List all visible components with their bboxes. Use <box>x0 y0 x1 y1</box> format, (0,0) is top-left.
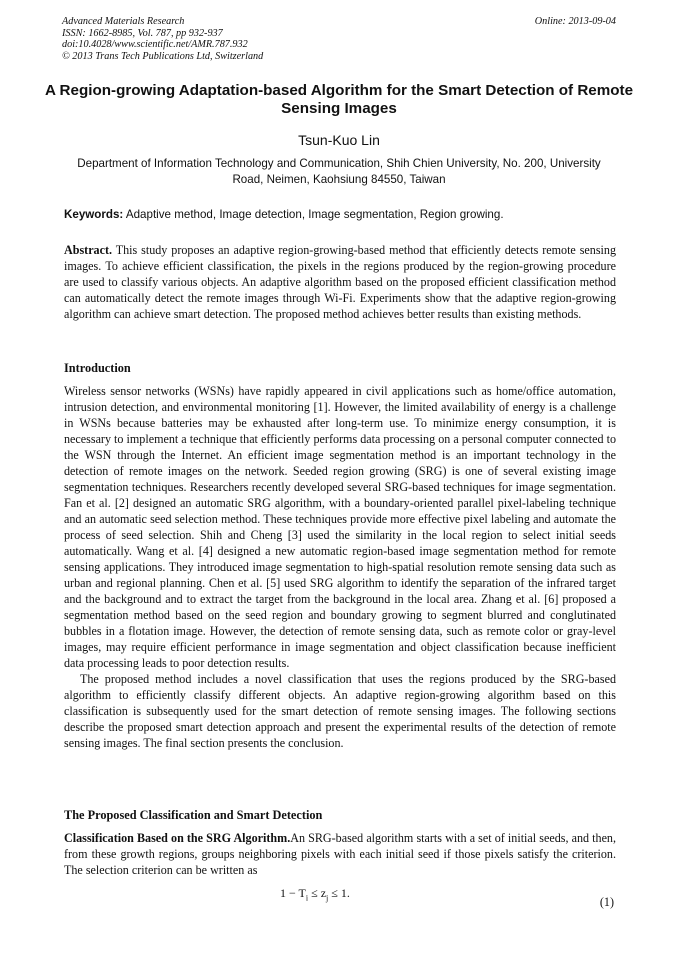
author-name: Tsun-Kuo Lin <box>298 132 380 148</box>
keywords-text: Adaptive method, Image detection, Image segmentation, Region growing. <box>125 208 504 221</box>
abstract-text: This study proposes an adaptive region-growing-based method that efficiently detects remote sensing images. To achieve efficient classification, the pixels in the regions produced by the region-growing procedure are used to classify various objects. An adaptive algorithm based on the proposed efficient classification method can automatically detect the remote images through Wi-Fi. Experiments show that the adaptive region-growing algorithm can achieve smart detection. The proposed method achieves better results than existing methods. <box>64 243 616 321</box>
introduction-heading: Introduction <box>64 361 131 375</box>
classification-paragraph <box>64 830 616 878</box>
paper-title: A Region-growing Adaptation-based Algorithm for the Smart Detection of Remote Sensing Images <box>44 82 634 117</box>
journal-name: Advanced Materials Research <box>62 16 185 27</box>
equation-rhs: ≤ 1 <box>328 886 347 900</box>
equation-number: (1) <box>599 895 614 909</box>
equation-sub-i: i <box>305 893 309 903</box>
equation-1 <box>280 886 350 902</box>
equation-dot: . <box>346 886 350 900</box>
equation-mid: ≤ z <box>308 886 327 900</box>
doi-line[interactable]: doi:10.4028/www.scientific.net/AMR.787.932 <box>62 39 248 51</box>
abstract-label: Abstract. <box>64 243 113 257</box>
classification-text: An SRG-based algorithm starts with a set of initial seeds, and then, from these growth regions, groups neighboring pixels with each initial seed if those pixels satisfy the criterion. The selection criterion can be written as <box>64 831 617 877</box>
introduction-paragraph-1: Wireless sensor networks (WSNs) have rapidly appeared in civil applications such as home/office automation, intrusion detection, and environmental monitoring [1]. However, the limited availability of energy is a challenge in WSNs because batteries may be exhausted after long-term use. To minimize energy consumption, it is necessary to implement a technique that efficiently performs data processing on a personal computer connected to the WSN through the Internet. An efficient image segmentation method is an important technology in the detection of remote images on the network. Seeded region growing (SRG) is one of several existing image segmentation techniques. Researchers recently developed several SRG-based techniques for image segmentation. Fan et al. [2] designed an automatic SRG algorithm, with a boundary-oriented parallel pixel-labeling technique and an automatic seed selection method. These techniques provide more effective pixel labeling and automate the process of seed selection. Shih and Cheng [3] used the similarity in the local region to select initial seeds automatically. Wang et al. [4] designed a new automatic region-based image segmentation method for remote sensing applications. They introduced image segmentation to high-spatial resolution remote sensing data such as urban and regional planning. Chen et al. [5] used SRG algorithm to identify the separation of the infrared target and the background and to extract the target from the background in the local area. Zhang et al. [6] proposed a segmentation method based on the seed region and boundary growing to segment blurred and conglutinated bubbles in a flotation image. However, the detection of remote sensing data, such as remote color or gray-level images, may require efficient performance in image segmentation and object classification because inefficient data processing leads to poor detection results. <box>64 384 616 670</box>
online-date: Online: 2013-09-04 <box>534 16 616 27</box>
journal-header <box>62 16 616 62</box>
subsection-label: Classification Based on the SRG Algorithm. <box>64 831 291 845</box>
issn-line: ISSN: 1662-8985, Vol. 787, pp 932-937 <box>62 27 223 39</box>
copyright-line: © 2013 Trans Tech Publications Ltd, Switzerland <box>62 50 264 62</box>
equation-lhs: 1 − T <box>280 886 306 900</box>
introduction-paragraph-2: The proposed method includes a novel classification that uses the regions produced by the SRG-based algorithm to efficiently classify different objects. An adaptive region-growing algorithm based on this classification is subsequently used for the smart detection of remote sensing images. The following sections describe the proposed smart detection approach and present the experimental results of the detection of remote sensing images. The final section presents the conclusion. <box>64 672 616 750</box>
equation-sub-j: j <box>326 893 329 903</box>
abstract-paragraph <box>64 242 616 322</box>
section-heading: The Proposed Classification and Smart Detection <box>64 808 323 822</box>
introduction-body <box>64 383 616 751</box>
author-affiliation: Department of Information Technology and Communication, Shih Chien University, No. 200, University Road, Neimen, Kaohsiung 84550, Taiwan <box>77 157 601 186</box>
keywords-line <box>64 207 616 223</box>
keywords-label: Keywords: <box>64 208 124 221</box>
